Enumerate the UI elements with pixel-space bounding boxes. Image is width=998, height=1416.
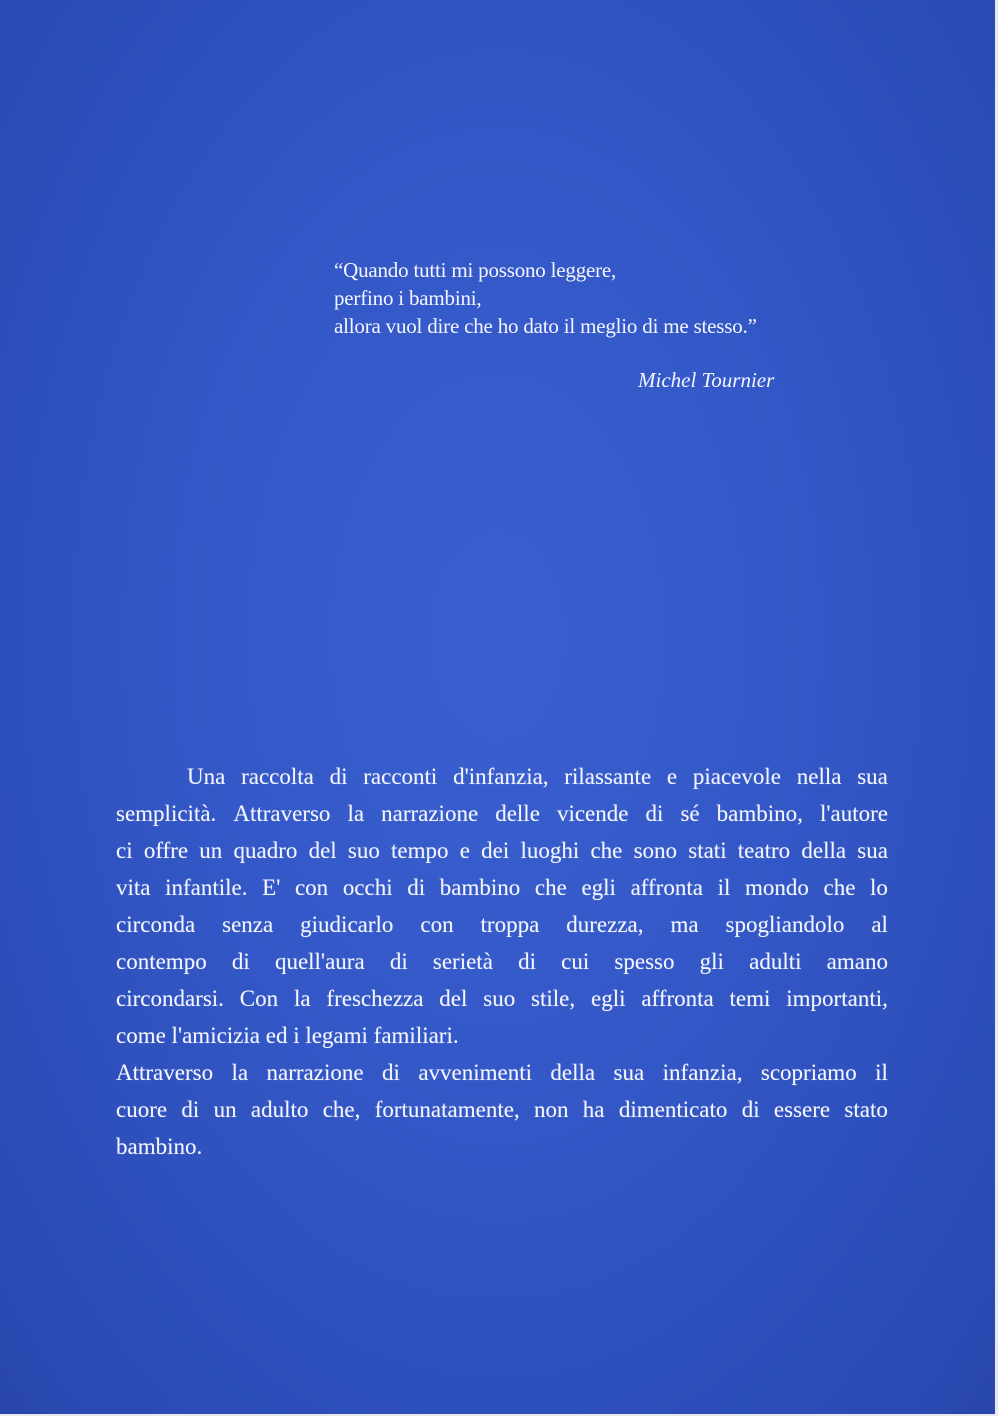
blurb-line-5: [116, 906, 888, 943]
blurb-word: stati: [688, 838, 727, 863]
book-blurb: [116, 758, 888, 1165]
blurb-word: tempo: [391, 838, 449, 863]
blurb-word: sua: [857, 764, 888, 789]
blurb-line-2: [116, 795, 888, 832]
blurb-line-3: [116, 832, 888, 869]
blurb-word: adulti: [749, 949, 802, 974]
blurb-word: ma: [670, 912, 699, 937]
blurb-word: mondo: [744, 875, 809, 900]
blurb-word: di: [382, 1060, 400, 1085]
blurb-word: temi: [729, 986, 771, 1011]
blurb-word: freschezza: [326, 986, 424, 1011]
blurb-word: circonda: [116, 912, 196, 937]
blurb-word: della: [550, 1060, 596, 1085]
blurb-word: infanzia,: [662, 1060, 743, 1085]
blurb-line-1: [116, 758, 888, 795]
blurb-word: che,: [322, 1097, 361, 1122]
blurb-word: fortunatamente,: [374, 1097, 520, 1122]
blurb-word: Con: [239, 986, 279, 1011]
blurb-word: di: [645, 801, 664, 826]
blurb-word: senza: [222, 912, 274, 937]
blurb-word: stato: [844, 1097, 888, 1122]
blurb-word: ha: [582, 1097, 605, 1122]
blurb-line-11-text: bambino.: [116, 1134, 203, 1159]
blurb-word: sé: [680, 801, 700, 826]
blurb-word: troppa: [480, 912, 540, 937]
blurb-word: di: [407, 875, 426, 900]
blurb-word: l'autore: [819, 801, 888, 826]
blurb-word: non: [533, 1097, 569, 1122]
blurb-word: che: [534, 875, 567, 900]
blurb-word: amano: [826, 949, 888, 974]
blurb-word: che: [823, 875, 856, 900]
blurb-word: quell'aura: [274, 949, 365, 974]
blurb-word: narrazione: [266, 1060, 364, 1085]
blurb-word: bambino,: [716, 801, 803, 826]
blurb-line-6: [116, 943, 888, 980]
blurb-word: vita: [116, 875, 151, 900]
blurb-word: spesso: [614, 949, 675, 974]
blurb-word: egli: [581, 875, 616, 900]
blurb-word: spogliandolo: [725, 912, 845, 937]
blurb-word: Attraverso: [233, 801, 331, 826]
blurb-word: affronta: [630, 875, 703, 900]
blurb-word: la: [231, 1060, 249, 1085]
epigraph-quote: [334, 256, 854, 340]
blurb-word: semplicità.: [116, 801, 217, 826]
blurb-word: di: [231, 949, 250, 974]
blurb-word: di: [329, 764, 348, 789]
blurb-line-11: [116, 1128, 888, 1165]
blurb-word: E': [262, 875, 281, 900]
blurb-word: infantile.: [165, 875, 248, 900]
blurb-word: e: [666, 764, 678, 789]
blurb-word: di: [741, 1097, 760, 1122]
blurb-word: la: [293, 986, 311, 1011]
blurb-word: nella: [796, 764, 842, 789]
blurb-word: vicende: [556, 801, 629, 826]
blurb-word: importanti,: [786, 986, 888, 1011]
blurb-word: racconti: [363, 764, 438, 789]
blurb-word: di: [518, 949, 536, 974]
blurb-word: occhi: [342, 875, 393, 900]
blurb-word: la: [347, 801, 365, 826]
blurb-word: durezza,: [566, 912, 644, 937]
blurb-word: di: [389, 949, 408, 974]
blurb-word: e: [459, 838, 470, 863]
blurb-word: il: [717, 875, 731, 900]
blurb-word: delle: [495, 801, 540, 826]
blurb-word: della: [801, 838, 847, 863]
blurb-word: luoghi: [520, 838, 580, 863]
blurb-word: narrazione: [381, 801, 479, 826]
blurb-word: stile,: [531, 986, 576, 1011]
blurb-word: un: [199, 838, 223, 863]
blurb-word: di: [181, 1097, 200, 1122]
blurb-word: affronta: [641, 986, 714, 1011]
blurb-word: che: [590, 838, 623, 863]
blurb-word: cuore: [116, 1097, 168, 1122]
blurb-word: del: [308, 838, 337, 863]
quote-line-1: “Quando tutti mi possono leggere,: [334, 258, 617, 282]
blurb-word: offre: [143, 838, 189, 863]
quote-line-2: perfino i bambini,: [334, 286, 482, 310]
blurb-word: il: [875, 1060, 888, 1085]
blurb-word: Attraverso: [116, 1060, 214, 1085]
blurb-word: ci: [116, 838, 133, 863]
blurb-line-8-text: come l'amicizia ed i legami familiari.: [116, 1023, 459, 1048]
blurb-line-10: [116, 1091, 888, 1128]
blurb-line-7: [116, 980, 888, 1017]
blurb-word: teatro: [737, 838, 791, 863]
blurb-word: dei: [481, 838, 510, 863]
blurb-word: dimenticato: [618, 1097, 728, 1122]
blurb-word: con: [294, 875, 329, 900]
blurb-word: sono: [633, 838, 678, 863]
blurb-word: essere: [773, 1097, 831, 1122]
blurb-word: al: [871, 912, 888, 937]
quote-author: Michel Tournier: [638, 368, 775, 392]
blurb-word: del: [439, 986, 468, 1011]
blurb-word: un: [213, 1097, 237, 1122]
blurb-word: piacevole: [692, 764, 781, 789]
blurb-line-8: [116, 1017, 888, 1054]
quote-line-3: allora vuol dire che ho dato il meglio di me stesso.”: [334, 314, 757, 338]
blurb-word: adulto: [250, 1097, 309, 1122]
blurb-word: sua: [857, 838, 888, 863]
blurb-word: egli: [590, 986, 626, 1011]
blurb-word: d'infanzia,: [453, 764, 549, 789]
blurb-word: cui: [561, 949, 590, 974]
blurb-word: suo: [483, 986, 516, 1011]
blurb-line-4: [116, 869, 888, 906]
blurb-word: contempo: [116, 949, 207, 974]
blurb-word: giudicarlo: [300, 912, 394, 937]
blurb-word: gli: [699, 949, 724, 974]
blurb-word: sua: [613, 1060, 645, 1085]
blurb-word: bambino: [439, 875, 521, 900]
blurb-word: Una: [187, 764, 226, 789]
blurb-word: serietà: [432, 949, 493, 974]
blurb-word: lo: [870, 875, 888, 900]
blurb-word: circondarsi.: [116, 986, 224, 1011]
blurb-word: rilassante: [564, 764, 652, 789]
blurb-line-9: [116, 1054, 888, 1091]
blurb-word: scopriamo: [760, 1060, 857, 1085]
blurb-word: quadro: [233, 838, 298, 863]
blurb-word: avvenimenti: [418, 1060, 532, 1085]
blurb-word: suo: [347, 838, 380, 863]
blurb-word: raccolta: [241, 764, 314, 789]
blurb-word: con: [420, 912, 454, 937]
